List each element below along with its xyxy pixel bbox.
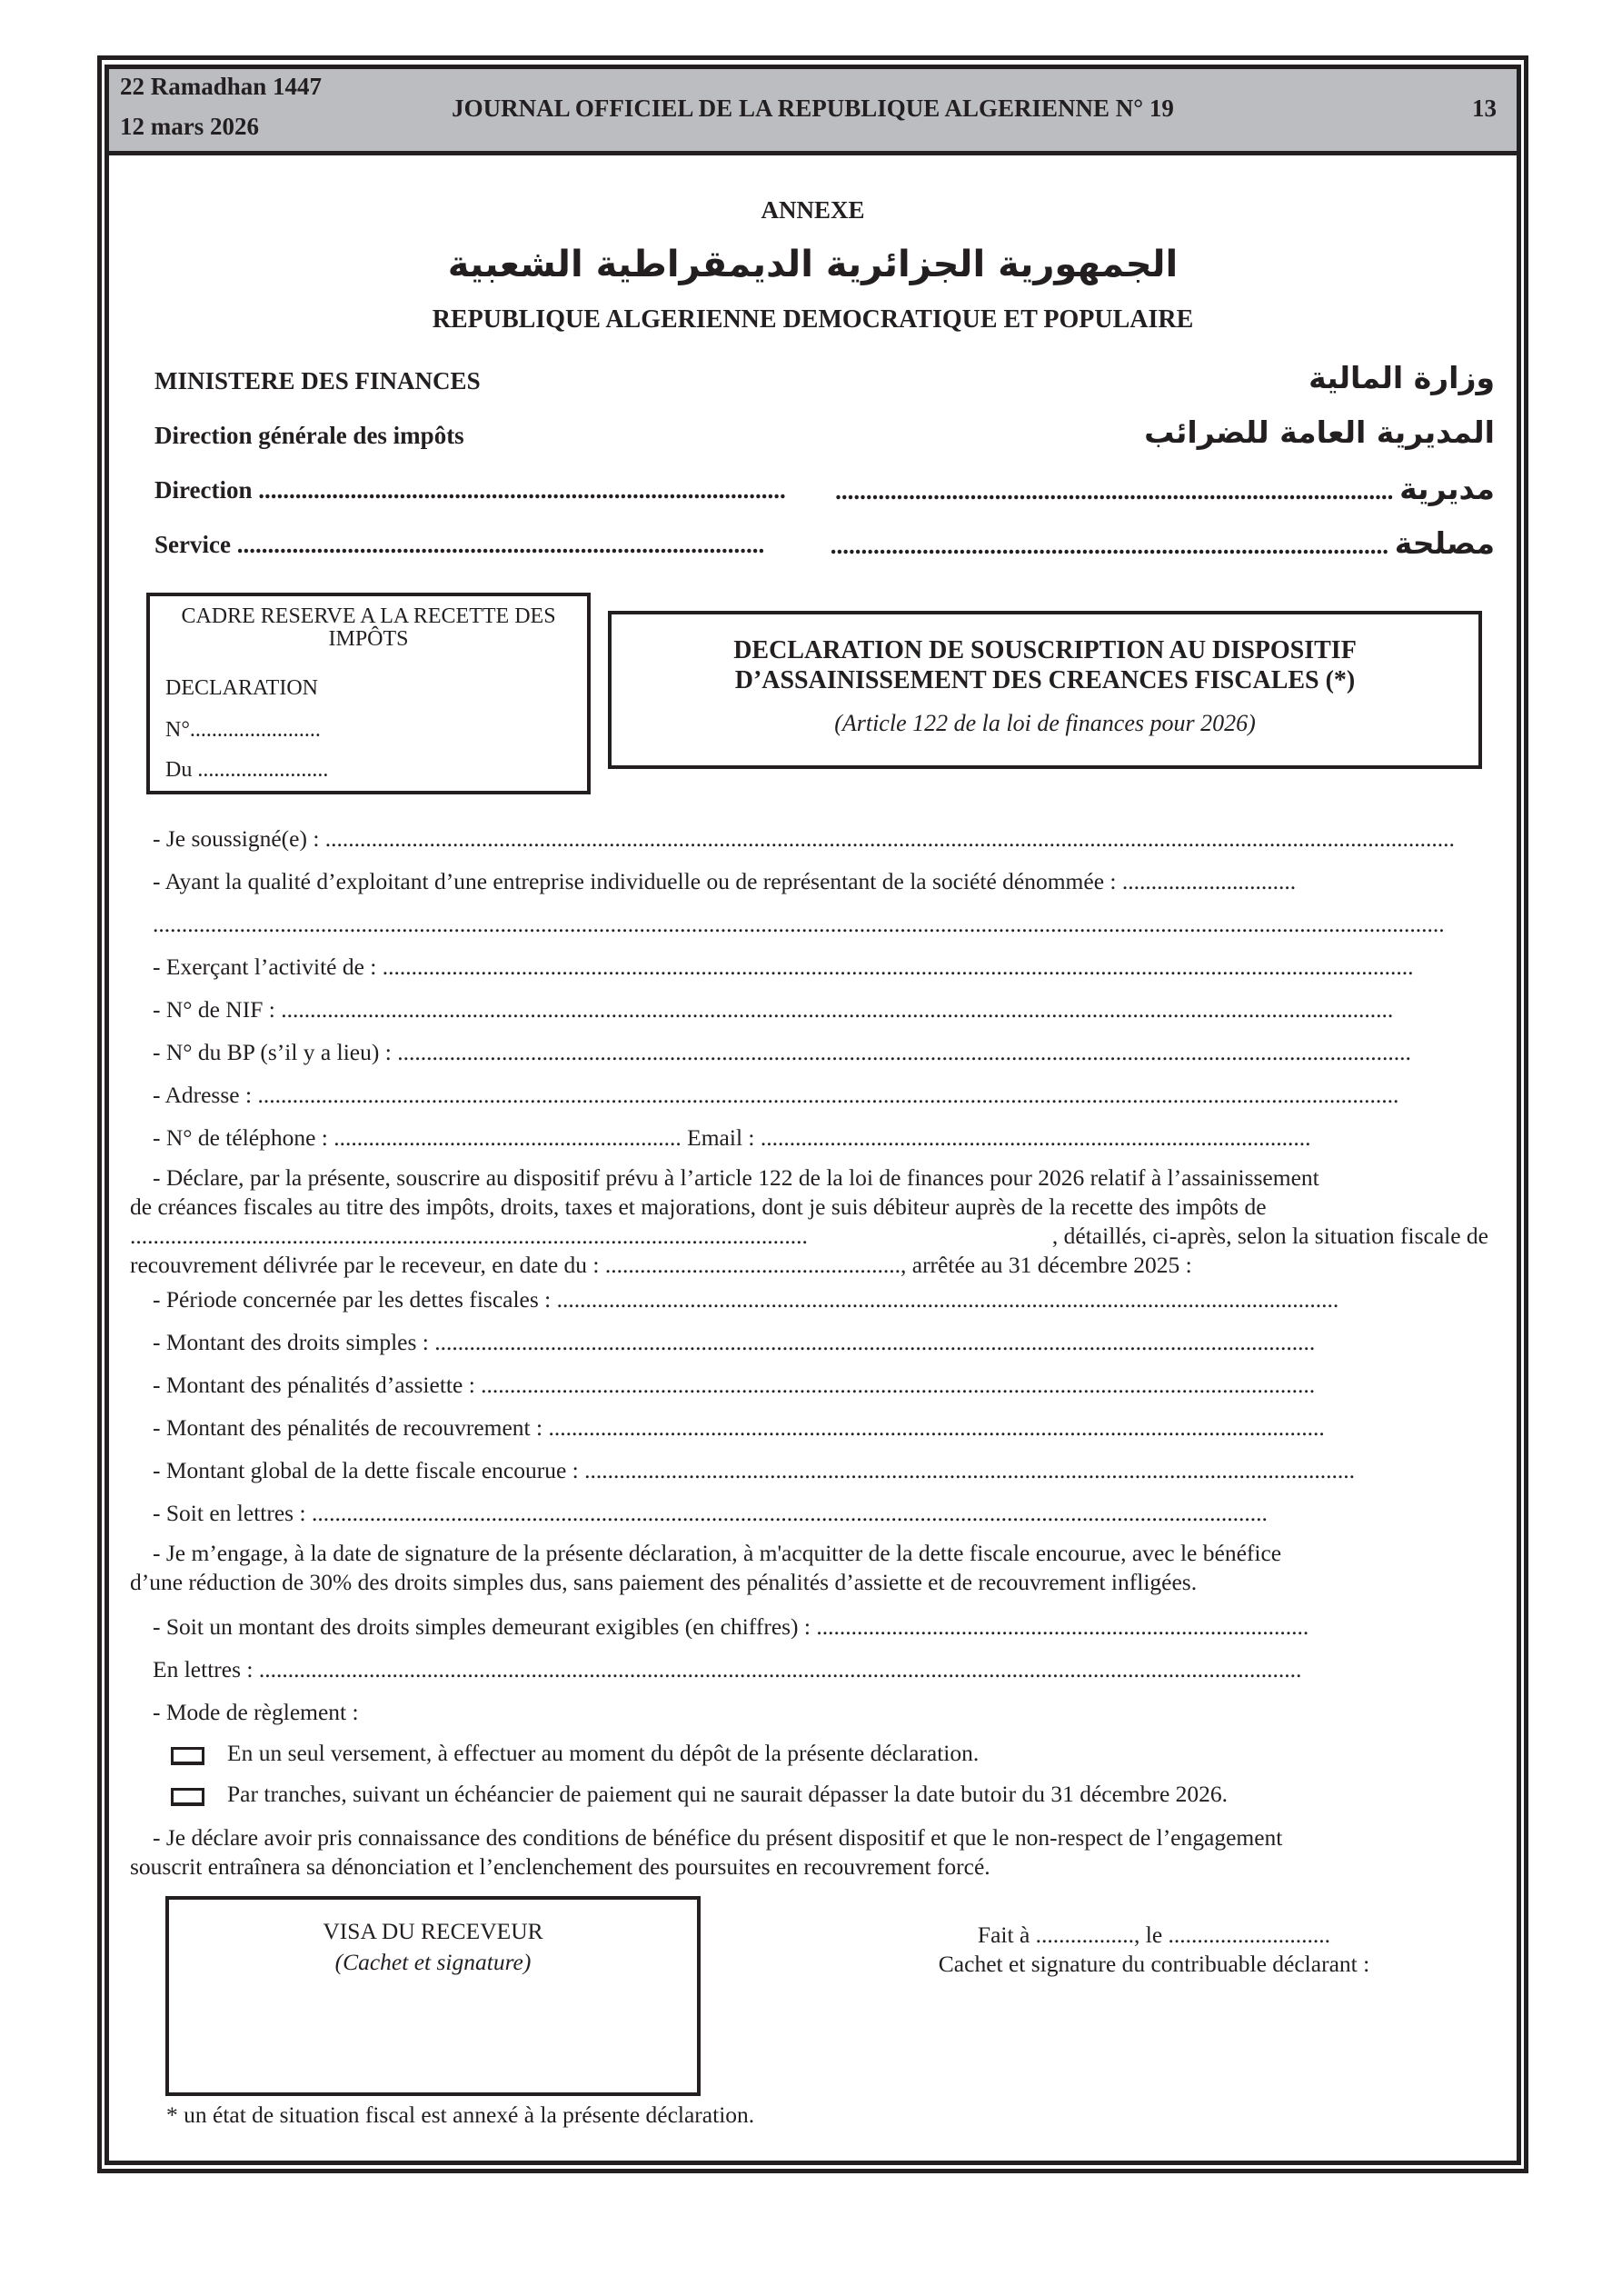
engagement-line-2: d’une réduction de 30% des droits simples dus, sans paiement des pénalités d’assiette et de recouvrement infligées.	[130, 1569, 1198, 1595]
field-collection-penalties[interactable]	[153, 1414, 1488, 1442]
field-label: - N° de NIF :	[153, 996, 275, 1023]
declaration-line-1: - Déclare, par la présente, souscrire au dispositif prévu à l’article 122 de la loi de finances pour 2026 relatif à l’assainissement	[153, 1164, 1319, 1191]
phone-blank[interactable]: ............................................................	[333, 1124, 682, 1151]
declaration-line-3[interactable]	[130, 1222, 1488, 1251]
receiver-visa-box[interactable]	[165, 1896, 701, 2096]
hijri-date: 22 Ramadhan 1447	[120, 73, 323, 100]
journal-title: JOURNAL OFFICIEL DE LA REPUBLIQUE ALGERIENNE N° 19	[452, 95, 1174, 122]
field-label: - Exerçant l’activité de :	[153, 953, 377, 980]
field-label: - Période concernée par les dettes fiscales :	[153, 1286, 552, 1313]
field-blank[interactable]: .....................................................................................	[816, 1613, 1309, 1640]
reserved-box-date[interactable]: Du ........................	[165, 758, 329, 782]
payment-mode-label: - Mode de règlement :	[153, 1699, 359, 1725]
declaration-line-4-end: , arrêtée au 31 décembre 2025 :	[901, 1252, 1192, 1278]
dg-fr: Direction générale des impôts	[154, 422, 464, 449]
declaration-title-box	[608, 611, 1482, 769]
field-label: - Montant des droits simples :	[153, 1329, 429, 1355]
field-label: En lettres :	[153, 1656, 254, 1682]
field-activity[interactable]	[153, 953, 1488, 981]
place-date-field[interactable]: Fait à ................., le ............................	[977, 1922, 1331, 1948]
direction-field-fr[interactable]	[154, 476, 786, 504]
field-blank[interactable]: ..............................	[1121, 868, 1297, 894]
field-blank[interactable]: ....................................................................................................................................................................................	[258, 1656, 1302, 1682]
field-label: - Montant des pénalités d’assiette :	[153, 1372, 475, 1398]
field-blank[interactable]: .....................................................................................................................................	[584, 1457, 1355, 1483]
service-dots-fr: ......................................................................................	[236, 531, 765, 558]
reserved-box-title: CADRE RESERVE A LA RECETTE DES IMPÔTS	[181, 604, 556, 652]
field-total-debt[interactable]	[153, 1457, 1488, 1484]
checkbox-installments[interactable]	[171, 1788, 204, 1806]
page-number: 13	[1472, 95, 1497, 122]
field-period[interactable]	[153, 1286, 1488, 1313]
field-total-in-letters[interactable]	[153, 1500, 1488, 1527]
footnote: * un état de situation fiscal est annexé à la présente déclaration.	[166, 2101, 755, 2128]
field-assessment-penalties[interactable]	[153, 1372, 1488, 1399]
field-label: - N° du BP (s’il y a lieu) :	[153, 1039, 392, 1065]
field-label: - Soit un montant des droits simples demeurant exigibles (en chiffres) :	[153, 1613, 811, 1640]
field-blank[interactable]: .....................................................................................................................................................................................................	[257, 1082, 1399, 1108]
field-simple-duties[interactable]	[153, 1329, 1488, 1356]
field-soussigne[interactable]	[153, 825, 1488, 853]
option-installments-label: Par tranches, suivant un échéancier de paiement qui ne saurait dépasser la date butoir du 31 décembre 2026.	[227, 1781, 1229, 1807]
field-blank[interactable]: .......................................................................................................................................	[556, 1286, 1339, 1313]
direction-dots-ar: ...........................................................................................	[835, 477, 1394, 504]
field-label: - Je soussigné(e) :	[153, 825, 320, 852]
acknowledgement-line-2: souscrit entraînera sa dénonciation et l’enclenchement des poursuites en recouvrement forcé.	[130, 1853, 990, 1880]
service-label-ar: مصلحة	[1394, 525, 1495, 561]
field-label: - Adresse :	[153, 1082, 253, 1108]
annex-title: ANNEXE	[761, 196, 865, 224]
direction-label-fr: Direction	[154, 476, 253, 504]
field-blank[interactable]: ...................................................................................................................................................................................................	[324, 825, 1455, 852]
declaration-line-4-text: recouvrement délivrée par le receveur, en date du :	[130, 1252, 600, 1278]
declaration-paragraph	[130, 1163, 1488, 1280]
gregorian-date: 12 mars 2026	[120, 113, 259, 140]
engagement-paragraph	[130, 1539, 1488, 1597]
field-blank[interactable]: .....................................................................................................................................................................	[311, 1500, 1268, 1526]
direction-dots-fr: ......................................................................................	[258, 476, 786, 504]
field-bp[interactable]	[153, 1039, 1488, 1066]
field-blank[interactable]: ................................................................................................................................................	[481, 1372, 1316, 1398]
visa-subtitle: (Cachet et signature)	[334, 1949, 532, 1975]
declaration-subtitle: (Article 122 de la loi de finances pour 2026)	[834, 710, 1256, 736]
service-field-ar[interactable]	[831, 525, 1495, 561]
taxpayer-signature-label: Cachet et signature du contribuable déclarant :	[938, 1951, 1370, 1977]
field-label: - Montant des pénalités de recouvrement :	[153, 1414, 543, 1441]
declaration-line-4[interactable]	[130, 1251, 1488, 1280]
service-label-fr: Service	[154, 531, 231, 558]
republic-title-french: REPUBLIQUE ALGERIENNE DEMOCRATIQUE ET POPULAIRE	[432, 305, 1194, 334]
republic-title-arabic: الجمهورية الجزائرية الديمقراطية الشعبية	[447, 244, 1179, 285]
field-blank[interactable]: ...............................................................................................................................................................................	[397, 1039, 1411, 1065]
visa-title: VISA DU RECEVEUR	[323, 1918, 543, 1944]
field-nif[interactable]	[153, 996, 1488, 1023]
declaration-line-2: de créances fiscales au titre des impôts, droits, taxes et majorations, dont je suis débiteur auprès de la recette des impôts de	[130, 1193, 1267, 1220]
dg-ar: المديرية العامة للضرائب	[1144, 414, 1495, 450]
direction-field-ar[interactable]	[835, 471, 1495, 506]
ministry-ar: وزارة المالية	[1309, 360, 1495, 395]
email-blank[interactable]: ...............................................................................................	[760, 1124, 1311, 1151]
field-blank[interactable]: ......................................................................................................................................	[548, 1414, 1325, 1441]
field-blank[interactable]: ...............................................................................................................................................................................................................................	[153, 911, 1445, 937]
ministry-fr: MINISTERE DES FINANCES	[154, 367, 481, 394]
field-company-name-continued[interactable]	[153, 911, 1488, 938]
field-phone-email[interactable]	[153, 1124, 1488, 1152]
declaration-title: DECLARATION DE SOUSCRIPTION AU DISPOSITIF D’ASSAINISSEMENT DES CREANCES FISCALES (*)	[733, 636, 1357, 694]
engagement-line-1: - Je m’engage, à la date de signature de la présente déclaration, à m'acquitter de la dette fiscale encourue, avec le bénéfice	[153, 1540, 1282, 1566]
email-label: Email :	[687, 1124, 755, 1151]
checkbox-single-payment[interactable]	[171, 1747, 204, 1765]
reserved-box-declaration: DECLARATION	[165, 676, 318, 700]
field-address[interactable]	[153, 1082, 1488, 1109]
field-label: - Montant global de la dette fiscale encourue :	[153, 1457, 579, 1483]
option-single-payment-label: En un seul versement, à effectuer au moment du dépôt de la présente déclaration.	[227, 1740, 980, 1766]
acknowledgement-line-1: - Je déclare avoir pris connaissance des conditions de bénéfice du présent dispositif et que le non-respect de l’engagement	[153, 1824, 1283, 1851]
situation-date-blank[interactable]: ...................................................	[604, 1252, 901, 1278]
acknowledgement-paragraph	[130, 1823, 1488, 1882]
tax-office-reserved-box	[146, 593, 591, 794]
journal-header	[109, 69, 1517, 155]
service-field-fr[interactable]	[154, 531, 764, 559]
field-blank[interactable]: ..................................................................................................................................................................................	[382, 953, 1414, 980]
phone-label: - N° de téléphone :	[153, 1124, 328, 1151]
field-label: - Ayant la qualité d’exploitant d’une entreprise individuelle ou de représentant de la société dénommée :	[153, 868, 1117, 894]
service-dots-ar: ...........................................................................................	[830, 532, 1389, 559]
field-label: - Soit en lettres :	[153, 1500, 306, 1526]
direction-label-ar: مديرية	[1399, 471, 1495, 506]
declaration-line-3-text: , détaillés, ci-après, selon la situation fiscale de	[1051, 1223, 1488, 1249]
reserved-box-number[interactable]: N°........................	[165, 718, 321, 742]
field-remaining-in-letters[interactable]	[153, 1656, 1488, 1683]
tax-office-blank[interactable]: .....................................................................................................................	[130, 1223, 808, 1249]
field-blank[interactable]: ................................................................................................................................................................................................	[281, 996, 1394, 1023]
field-blank[interactable]: ........................................................................................................................................................	[434, 1329, 1316, 1355]
field-remaining-amount[interactable]	[153, 1613, 1488, 1641]
field-company-name[interactable]	[153, 868, 1488, 895]
